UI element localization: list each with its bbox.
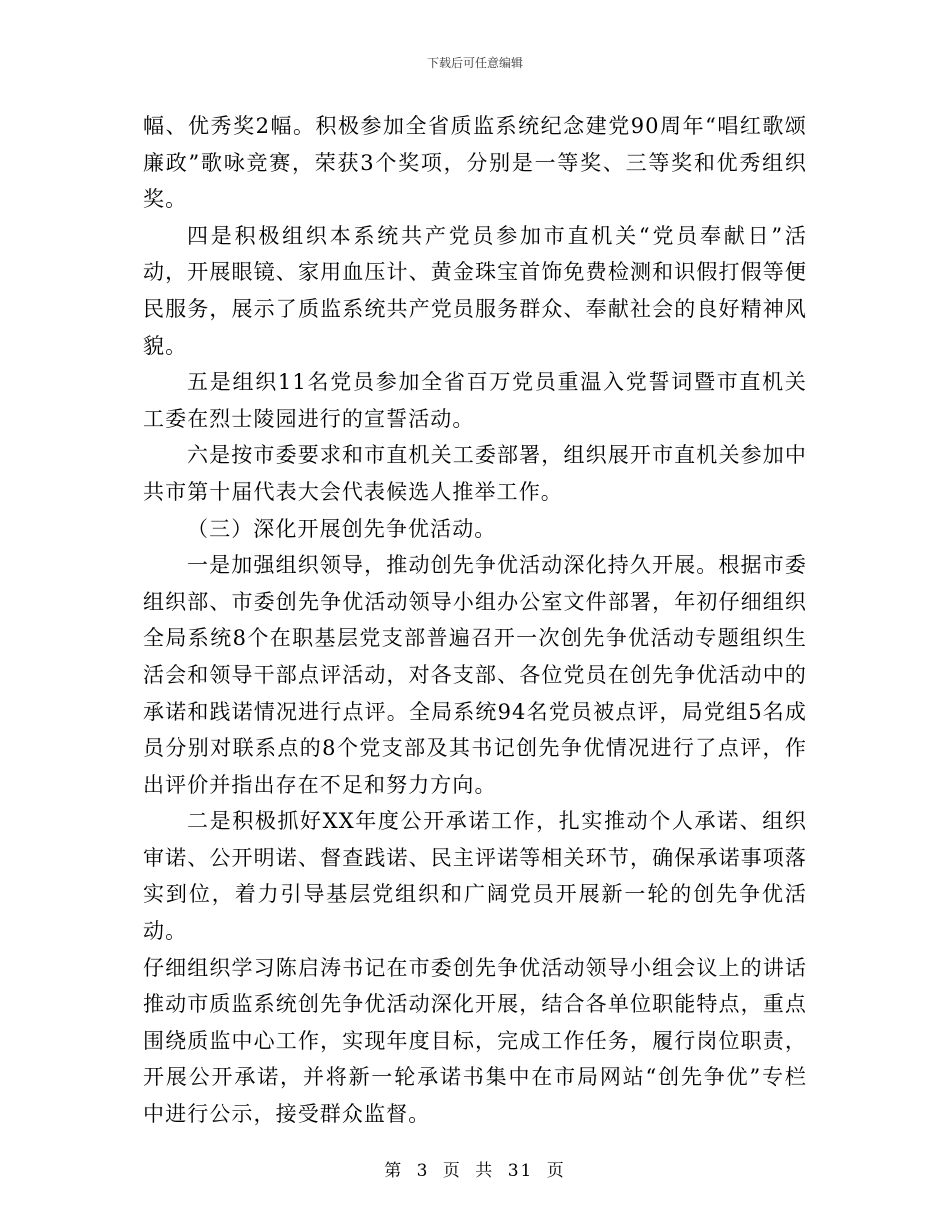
page-number: 第 3 页 共 31 页 [384, 1161, 566, 1181]
page-header: 下载后可任意编辑 [426, 56, 523, 70]
paragraph-item-six: 六是按市委要求和市直机关工委部署，组织展开市直机关参加中共市第十届代表大会代表候选人推举工作。 [143, 443, 807, 504]
document-body [143, 108, 807, 1133]
paragraph-study: 仔细组织学习陈启涛书记在市委创先争优活动领导小组会议上的讲话推动市质监系统创先争优活动深化开展，结合各单位职能特点，重点围绕质监中心工作，实现年度目标，完成工作任务，履行岗位职责，开展公开承诺，并将新一轮承诺书集中在市局网站“创先争优”专栏中进行公示，接受群众监督。 [143, 955, 807, 1127]
paragraph-item-four: 四是积极组织本系统共产党员参加市直机关“党员奉献日”活动，开展眼镜、家用血压计、黄金珠宝首饰免费检测和识假打假等便民服务，展示了质监系统共产党员服务群众、奉献社会的良好精神风貌。 [143, 223, 807, 358]
paragraph-item-five: 五是组织11名党员参加全省百万党员重温入党誓词暨市直机关工委在烈士陵园进行的宣誓活动。 [143, 370, 807, 431]
paragraph-awards: 幅、优秀奖2幅。积极参加全省质监系统纪念建党90周年“唱红歌颂廉政”歌咏竞赛，荣获3个奖项，分别是一等奖、三等奖和优秀组织奖。 [143, 114, 807, 212]
paragraph-point-two: 二是积极抓好XX年度公开承诺工作，扎实推动个人承诺、组织审诺、公开明诺、督查践诺、民主评诺等相关环节，确保承诺事项落实到位，着力引导基层党组织和广阔党员开展新一轮的创先争优活动。 [143, 809, 807, 944]
paragraph-point-one: 一是加强组织领导，推动创先争优活动深化持久开展。根据市委组织部、市委创先争优活动领导小组办公室文件部署，年初仔细组织全局系统8个在职基层党支部普遍召开一次创先争优活动专题组织生活会和领导干部点评活动，对各支部、各位党员在创先争优活动中的承诺和践诺情况进行点评。全局系统94名党员被点评，局党组5名成员分别对联系点的8个党支部及其书记创先争优情况进行了点评，作出评价并指出存在不足和努力方向。 [143, 553, 807, 797]
section-heading: （三）深化开展创先争优活动。 [187, 516, 497, 541]
